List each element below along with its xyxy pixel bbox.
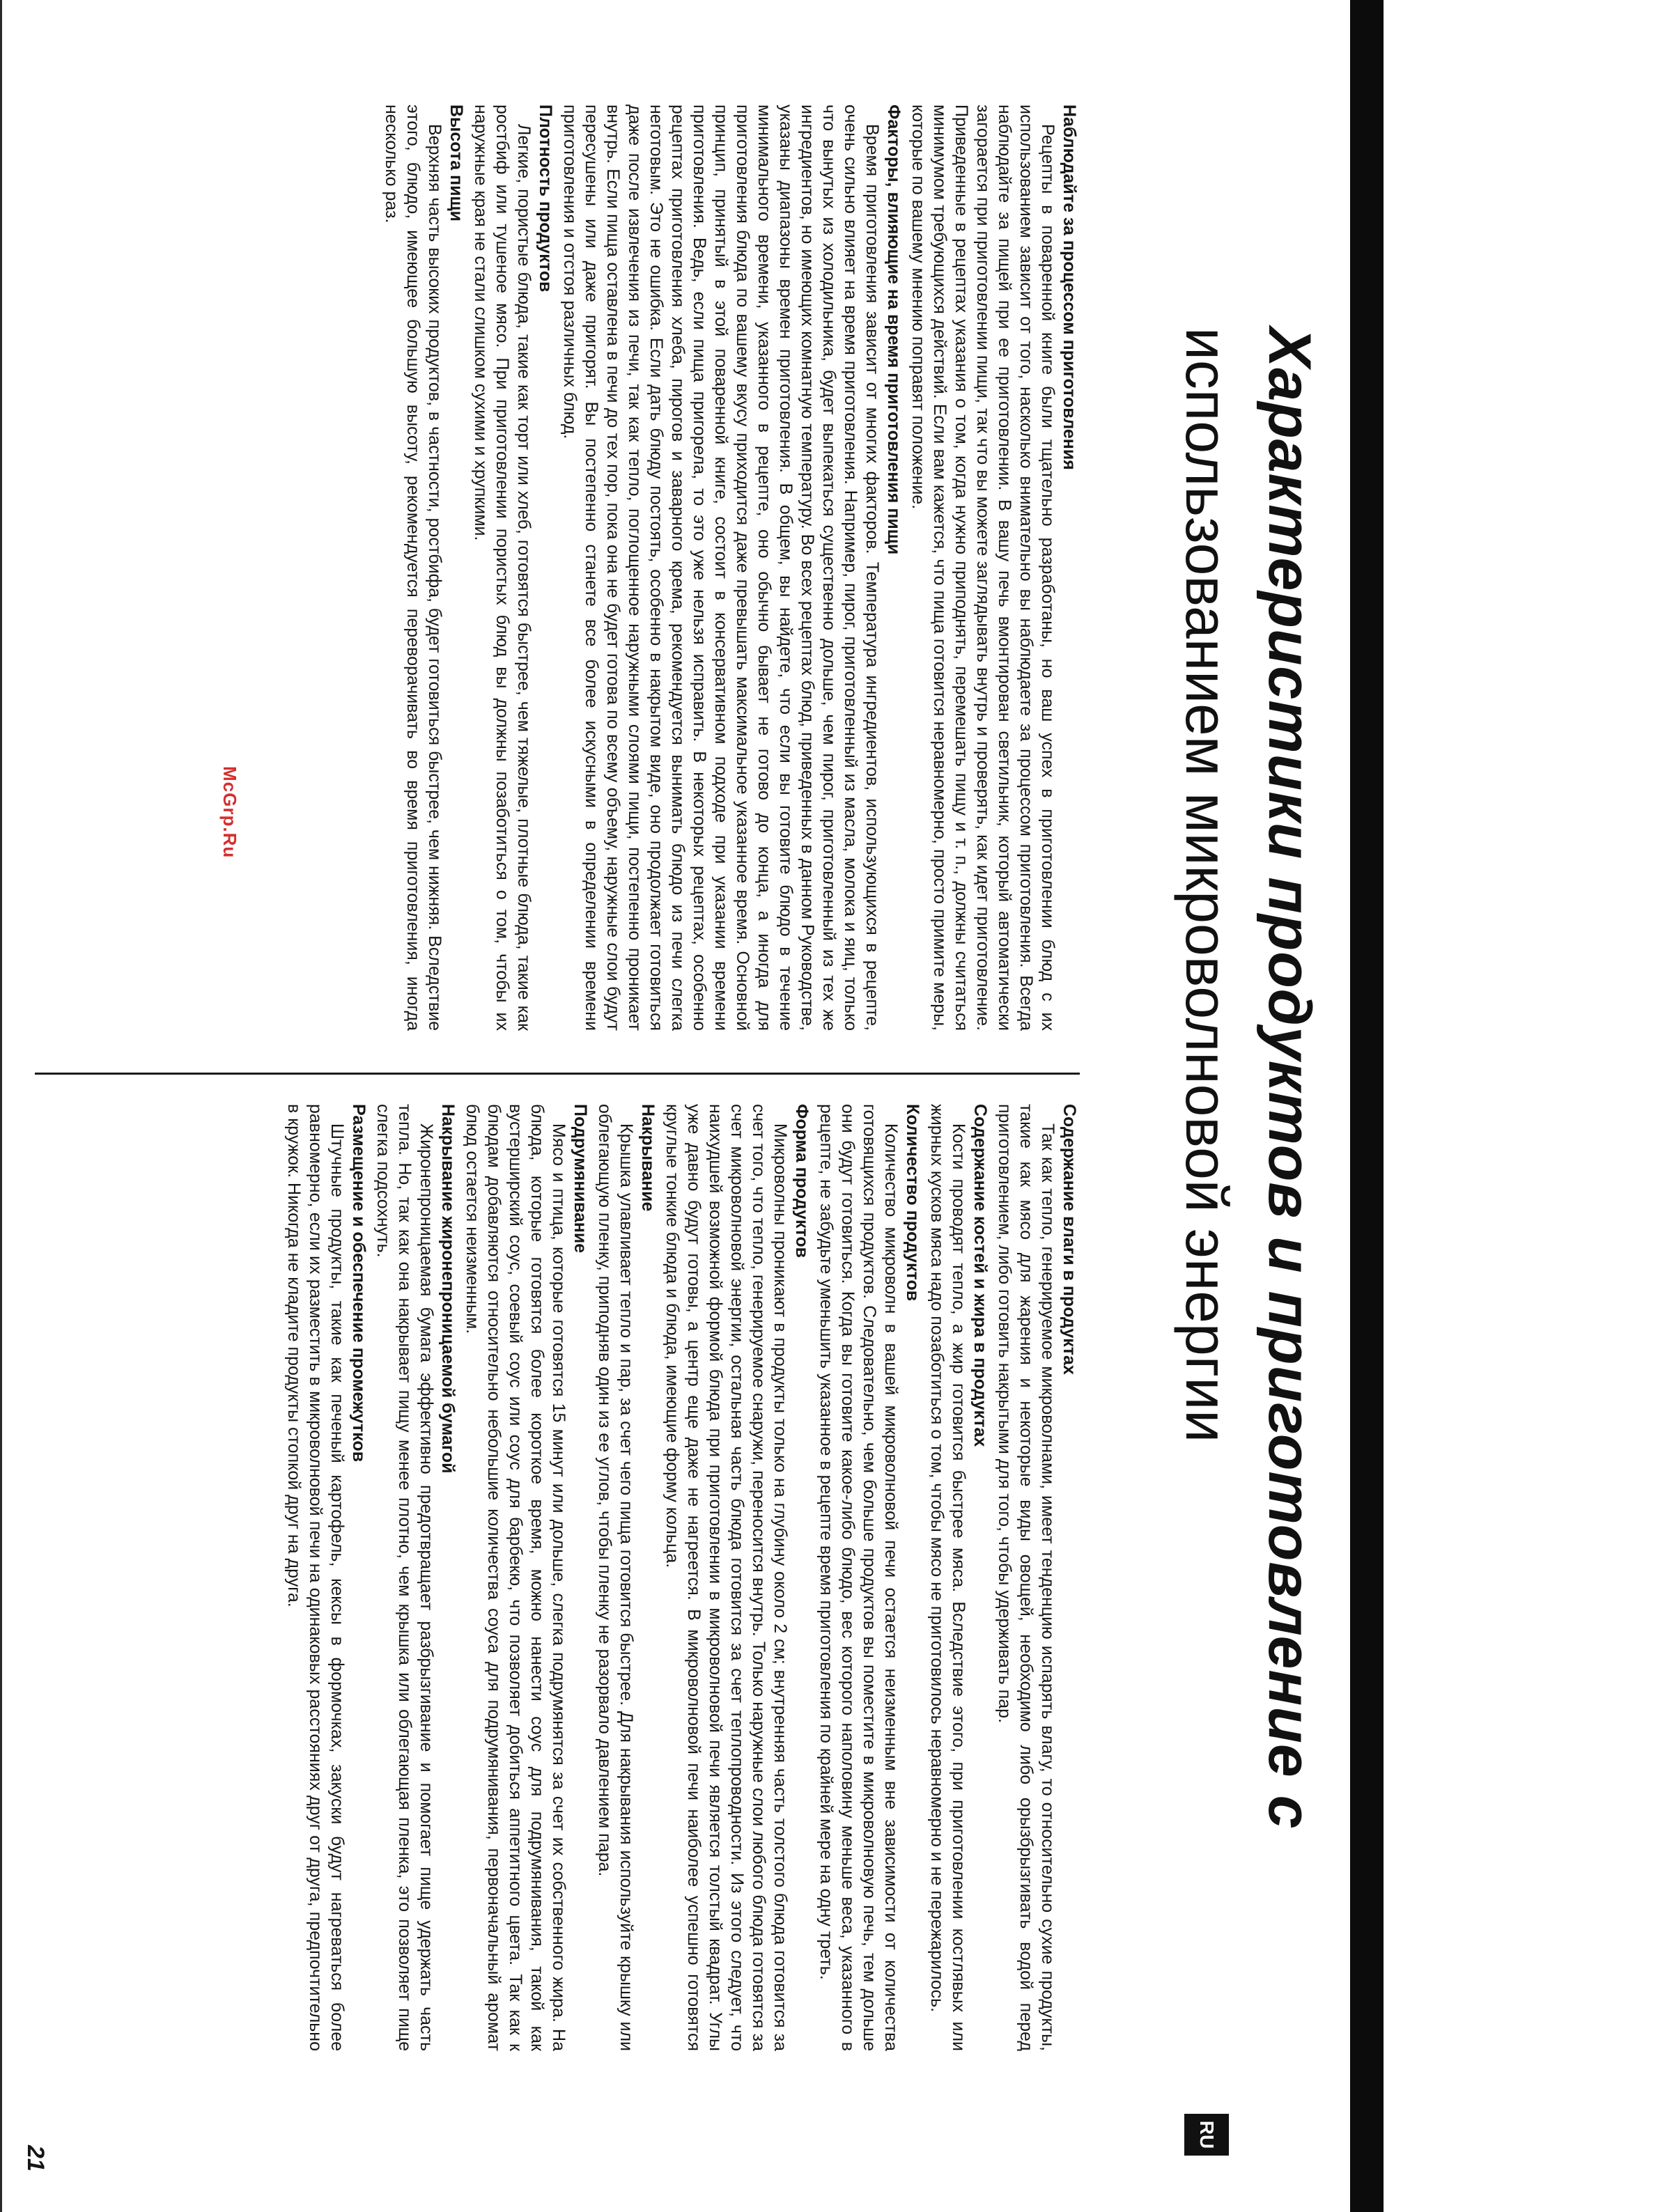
section-heading: Количество продуктов [903, 1104, 922, 1302]
section-text: Рецепты в поваренной книге были тщательно разработаны, но ваш успех в приготовлении блюд с их использованием зависит от того, насколько внимательно вы наблюдаете за процессом приготовления. Всегда наблюдайте за пищей при ее приготовлении. В вашу печь вмонтирован светильник, который автоматически загорается при приготовлении пищи, так что вы можете заглядывать внутрь и проверять, как идет приготовление. Приведенные в рецептах указания о том, когда нужно приподнять, перемешать пищу и т. п., должны считаться минимумом требующихся действий. Если вам кажется, что пища готовится неравномерно, просто примите меры, которые по вашему мнению поправят положение. [908, 104, 1057, 1031]
column-divider [35, 1073, 1080, 1075]
section-text: Жиронепроницаемая бумага эффективно предотвращает разбрызгивание и помогает пище удержать часть тепла. Но, так как она накрывает пищу менее плотно, чем крышка или облегающая пленка, это позволяет пище слегка подсохнуть. [373, 1104, 436, 2051]
section-text: Количество микроволн в вашей микроволновой печи остается неизменным вне зависимости от количества готовящихся продуктов. Следовательно, чем больше продуктов вы поместите в микроволновую печь, тем дольше они будут готовиться. Когда вы готовите какое-либо блюдо, вес которого наполовину меньше веса, указанного в рецепте, не забудьте уменьшить указанное в рецепте время приготовления по крайней мере на одну треть. [816, 1104, 901, 2051]
right-column [280, 1104, 1080, 2051]
section-text: Штучные продукты, такие как печеный картофель, кексы в формочках, закуски будут нагреваться более равномерно, если их разместить в микроволновой печи на одинаковых расстояниях друг от друга, предпочтительно в кружок. Никогда не кладите продукты стопкой друг на друга. [284, 1104, 347, 2051]
section-heading: Накрывание жиронепроницаемой бумагой [438, 1104, 458, 1474]
left-column [378, 104, 1080, 1031]
section-text: Микроволны проникают в продукты только на глубину около 2 см; внутренняя часть толстого блюда готовится за счет того, что тепло, генерируемое снаружи, переносится внутрь. Только наружные слои любого блюда готовятся за счет микроволновой энергии, остальная часть блюда готовится за счет теплопроводности. Из этого следует, что наихудшей возможной формой блюда при приготовлении в микроволновой печи является толстый квадрат. Углы уже давно будут готовы, а центр еще даже не нагреется. В микроволновой печи наиболее успешно готовятся круглые тонкие блюда и блюда, имеющие форму кольца. [663, 1104, 790, 2051]
watermark: McGrp.Ru [219, 766, 240, 859]
section-heading: Плотность продуктов [536, 104, 555, 293]
section-heading: Подрумянивание [571, 1104, 590, 1254]
section-heading: Накрывание [638, 1104, 658, 1212]
section-text: Кости проводят тепло, а жир готовится быстрее мяса. Вследствие этого, при приготовлении костлявых или жирных кусков мяса надо позаботиться о том, чтобы мясо не приготовилось неравномерно и не пережарилось. [927, 1104, 968, 2051]
section-heading: Размещение и обеспечение промежутков [349, 1104, 369, 1463]
section-text: Верхняя часть высоких продуктов, в частности, ростбифа, будет готовиться быстрее, чем нижняя. Вследствие этого, блюдо, имеющее большую высоту, рекомендуется переворачивать во время приготовления, иногда несколько раз. [382, 104, 444, 1031]
section-heading: Содержание влаги в продуктах [1060, 1104, 1079, 1375]
page-edge-bar [1350, 0, 1384, 2212]
section-text: Легкие, пористые блюда, такие как торт или хлеб, готовятся быстрее, чем тяжелые, плотные блюда, такие как ростбиф или тушеное мясо. При приготовлении пористых блюд вы должны позаботиться о том, чтобы их наружные края не стали слишком сухими и хрупкими. [471, 104, 534, 1031]
language-tag-label: RU [1195, 2120, 1218, 2149]
section-heading: Форма продуктов [792, 1104, 812, 1259]
section-heading: Содержание костей и жира в продуктах [970, 1104, 990, 1447]
page-subtitle: использованием микроволновой энергии [1174, 327, 1239, 1443]
section-heading: Факторы, влияющие на время приготовления пищи [884, 104, 904, 555]
section-text: Мясо и птица, которые готовятся 15 минут или дольше, слегка подрумянятся за счет их собственного жира. На блюда, которые готовятся более короткое время, можно нанести соус для подрумянивания, такой как вустерширский соус, соевый соус или соус для барбекю, что позволяет добиться аппетитного цвета. Так как к блюдам добавляются относительно небольшие количества соуса для подрумянивания, первоначальный аромат блюд остается неизменным. [463, 1104, 568, 2051]
section-text: Крышка улавливает тепло и пар, за счет чего пища готовится быстрее. Для накрывания используйте крышку или облегающую пленку, приподняв один из ее углов, чтобы пленку не разорвало давлением пара. [595, 1104, 636, 2051]
section-heading: Наблюдайте за процессом приготовления [1060, 104, 1079, 470]
page-title: Характеристики продуктов и приготовление с [1256, 327, 1323, 1830]
section-heading: Высота пищи [447, 104, 466, 221]
section-text: Так как тепло, генерируемое микроволнами, имеет тенденцию испарять влагу, то относительно сухие продукты, такие как мясо для жарения и некоторые виды овощей, необходимо либо орызбрызгивать водой перед приготовлением, либо готовить накрытыми для того, чтобы удерживать пар. [995, 1104, 1057, 2051]
page-number: 21 [22, 2145, 49, 2172]
section-text: Время приготовления зависит от многих факторов. Температура ингредиентов, использующихся в рецепте, очень сильно влияет на время приготовления. Например, пирог, приготовленный из масла, молока и яиц, только что вынутых из холодильника, будет выпекаться существенно дольше, чем пирог, приготовленный из тех же ингредиентов, но имеющих комнатную температуру. Во всех рецептах блюд, приведенных в данном Руководстве, указаны диапазоны времен приготовления. В общем, вы найдете, что если вы готовите блюдо в течение минимального времени, указанного в рецепте, оно обычно бывает не готово до конца, а иногда для приготовления блюда по вашему вкусу приходится даже превышать максимальное указанное время. Основной принцип, принятый в этой поваренной книге, состоит в консервативном подходе при указании времени приготовления. Ведь, если пища пригорела, то это уже нельзя исправить. В некоторых рецептах, особенно рецептах приготовления хлеба, пирогов и заварного крема, рекомендуется вынимать блюдо из печи слегка неготовым. Это не ошибка. Если дать блюду постоять, особенно в накрытом виде, оно продолжает готовиться даже после извлечения из печи, так как тепло, поглощенное наружными слоями пищи, постепенно проникает внутрь. Если пища оставлена в печи до тех пор, пока она не будет готова по всему объему, наружные слои будут пересушены или даже пригорят. Вы постепенно станете все более искусными в определении времени приготовления и отстоя различных блюд. [560, 104, 882, 1031]
